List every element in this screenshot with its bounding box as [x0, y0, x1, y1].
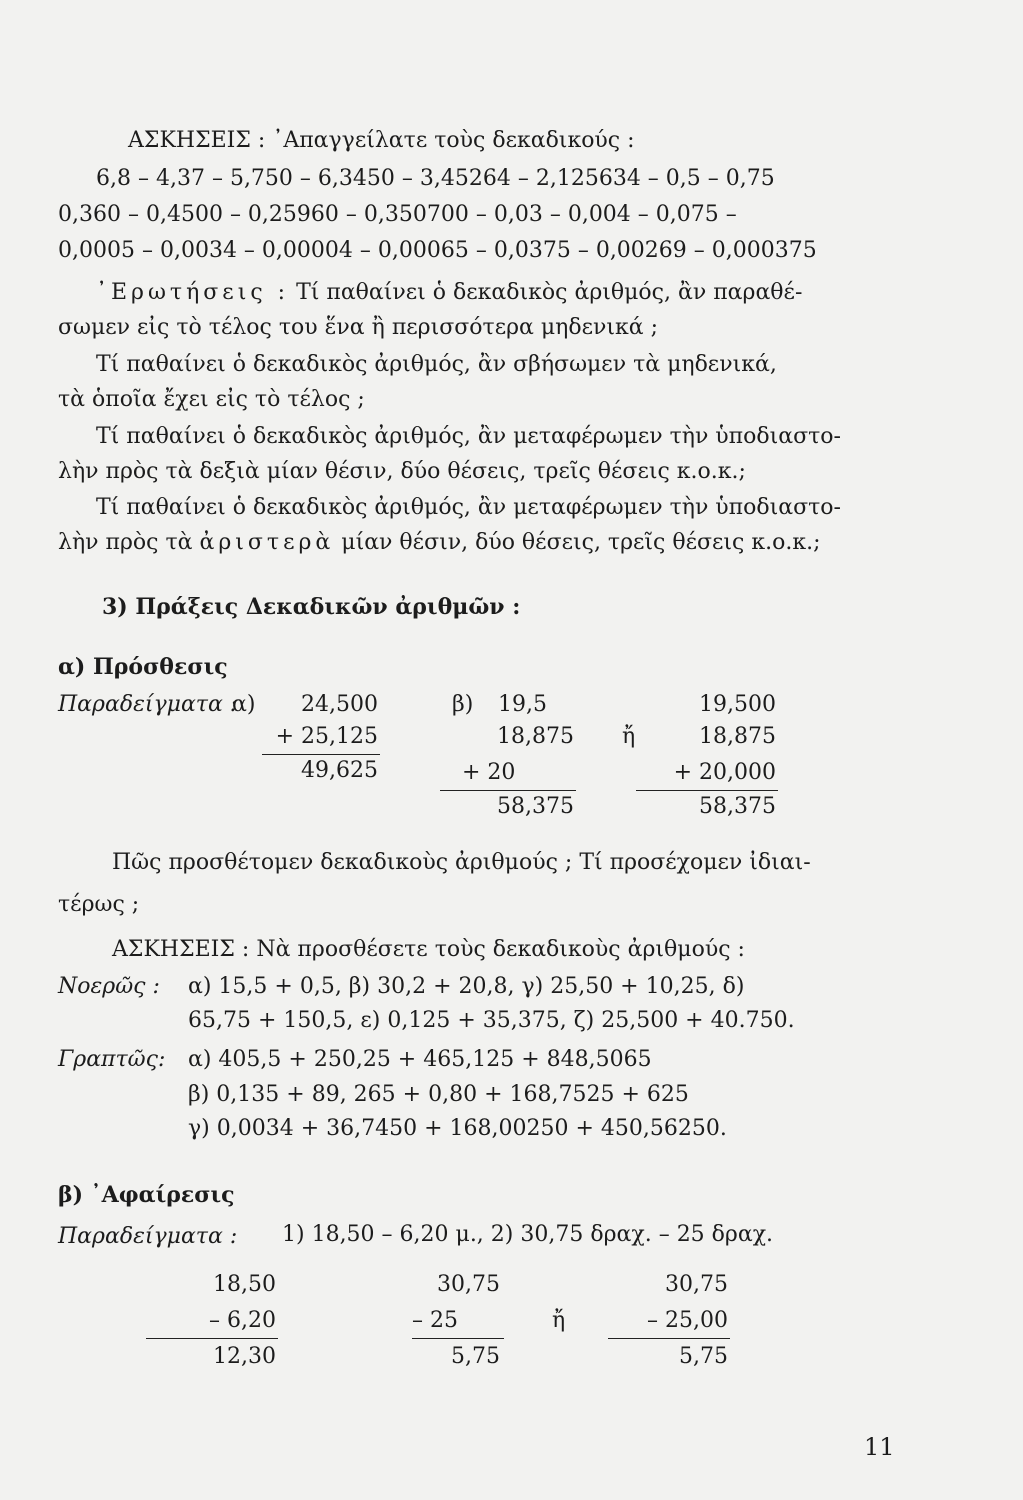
subtraction-1-top: 18,50 [213, 1272, 276, 1297]
written-line-1: α) 405,5 + 250,25 + 465,125 + 848,5065 [188, 1047, 652, 1072]
addition-b-line-3: + 20 [462, 760, 516, 785]
addition-question-b: τέρως ; [58, 892, 140, 917]
decimal-list-line-2: 0,360 – 0,4500 – 0,25960 – 0,350700 – 0,03 – 0,004 – 0,075 – [58, 202, 737, 227]
page-number: 11 [864, 1433, 895, 1461]
question-3-line-b: λὴν πρὸς τὰ δεξιὰ μίαν θέσιν, δύο θέσεις, τρεῖς θέσεις κ.ο.κ.; [58, 459, 746, 484]
decimal-list-line-3: 0,0005 – 0,0034 – 0,00004 – 0,00065 – 0,0375 – 0,00269 – 0,000375 [58, 238, 817, 263]
question-2-line-b: τὰ ὁποῖα ἔχει εἰς τὸ τέλος ; [58, 387, 365, 412]
written-line-2: β) 0,135 + 89, 265 + 0,80 + 168,7525 + 625 [188, 1082, 689, 1107]
question-4-text-post: μίαν θέσιν, δύο θέσεις, τρεῖς θέσεις κ.ο.κ.; [341, 530, 821, 555]
exercises-2-heading: ΑΣΚΗΣΕΙΣ : [112, 937, 250, 962]
subtraction-2-top: 30,75 [437, 1272, 500, 1297]
addition-b-line-2: 18,875 [497, 724, 574, 749]
addition-example-b-label: β) [452, 692, 474, 717]
addition-a-addend: + 25,125 [275, 724, 378, 749]
subtraction-3-subtrahend: – 25,00 [647, 1308, 728, 1333]
addition-b-sum: 58,375 [497, 794, 574, 819]
addition-title: α) Πρόσθεσις [58, 654, 228, 680]
question-4-text-pre: λὴν πρὸς τὰ [58, 530, 193, 555]
question-3-line-a: Τί παθαίνει ὁ δεκαδικὸς ἀριθμός, ἂν μεταφέρωμεν τὴν ὑποδιαστο- [96, 424, 841, 449]
question-1-text-a: Τί παθαίνει ὁ δεκαδικὸς ἀριθμός, ἂν παραθέ- [296, 280, 803, 305]
addition-a-top: 24,500 [301, 692, 378, 717]
subtraction-2-result: 5,75 [451, 1344, 500, 1369]
subtraction-1-rule [146, 1338, 278, 1339]
exercises-heading: ΑΣΚΗΣΕΙΣ : [128, 128, 266, 153]
addition-c-line-2: 18,875 [699, 724, 776, 749]
subtraction-examples-text: 1) 18,50 – 6,20 μ., 2) 30,75 δραχ. – 25 δραχ. [282, 1222, 774, 1247]
addition-b-line-1: 19,5 [498, 692, 547, 717]
question-2-line-a: Τί παθαίνει ὁ δεκαδικὸς ἀριθμός, ἂν σβήσωμεν τὰ μηδενικά, [96, 352, 777, 377]
subtraction-1-result: 12,30 [213, 1344, 276, 1369]
addition-a-sum-rule [262, 754, 380, 755]
decimal-list-line-1: 6,8 – 4,37 – 5,750 – 6,3450 – 3,45264 – 2,125634 – 0,5 – 0,75 [96, 166, 775, 191]
question-4-line-a: Τί παθαίνει ὁ δεκαδικὸς ἀριθμός, ἂν μεταφέρωμεν τὴν ὑποδιαστο- [96, 495, 841, 520]
subtraction-1-subtrahend: – 6,20 [209, 1308, 276, 1333]
question-1-line-a [96, 278, 802, 308]
question-4-text-spaced: ἀριστερὰ [199, 530, 335, 555]
subtraction-3-top: 30,75 [665, 1272, 728, 1297]
written-line-3: γ) 0,0034 + 36,7450 + 168,00250 + 450,56250. [188, 1116, 727, 1141]
subtraction-3-result: 5,75 [679, 1344, 728, 1369]
question-1-line-b: σωμεν εἰς τὸ τέλος του ἕνα ἢ περισσότερα μηδενικά ; [58, 315, 659, 340]
addition-or-word: ἤ [622, 724, 636, 749]
addition-b-sum-rule [440, 790, 576, 791]
question-4-line-b [58, 528, 821, 558]
subtraction-2-subtrahend: – 25 [412, 1308, 458, 1333]
written-label: Γραπτῶς: [58, 1047, 166, 1072]
addition-question-a: Πῶς προσθέτομεν δεκαδικοὺς ἀριθμούς ; Τί προσέχομεν ἰδιαι- [112, 850, 811, 875]
addition-c-sum-rule [636, 790, 778, 791]
addition-c-sum: 58,375 [699, 794, 776, 819]
subtraction-title: β) ᾿Αφαίρεσις [58, 1182, 235, 1208]
addition-c-line-3: + 20,000 [673, 760, 776, 785]
section-3-title: 3) Πράξεις Δεκαδικῶν ἀριθμῶν : [102, 594, 521, 620]
exercises-prompt: ᾿Απαγγείλατε τοὺς δεκαδικούς : [272, 128, 635, 153]
questions-label: ᾿Ερωτήσεις : [96, 280, 290, 305]
addition-c-line-1: 19,500 [699, 692, 776, 717]
addition-example-a-label: α) [232, 692, 256, 717]
addition-examples-label: Παραδείγματα : [58, 692, 238, 717]
subtraction-examples-label: Παραδείγματα : [58, 1224, 238, 1249]
addition-a-sum: 49,625 [301, 758, 378, 783]
mental-line-2: 65,75 + 150,5, ε) 0,125 + 35,375, ζ) 25,500 + 40.750. [188, 1008, 795, 1033]
mental-label: Νοερῶς : [58, 974, 160, 999]
subtraction-3-rule [608, 1338, 730, 1339]
subtraction-2-rule [412, 1338, 504, 1339]
subtraction-or-word: ἤ [552, 1308, 566, 1333]
exercises-heading-line [128, 126, 635, 156]
mental-line-1: α) 15,5 + 0,5, β) 30,2 + 20,8, γ) 25,50 + 10,25, δ) [188, 974, 745, 999]
exercises-2-heading-line [112, 935, 745, 965]
exercises-2-prompt: Νὰ προσθέσετε τοὺς δεκαδικοὺς ἀριθμούς : [256, 937, 745, 962]
